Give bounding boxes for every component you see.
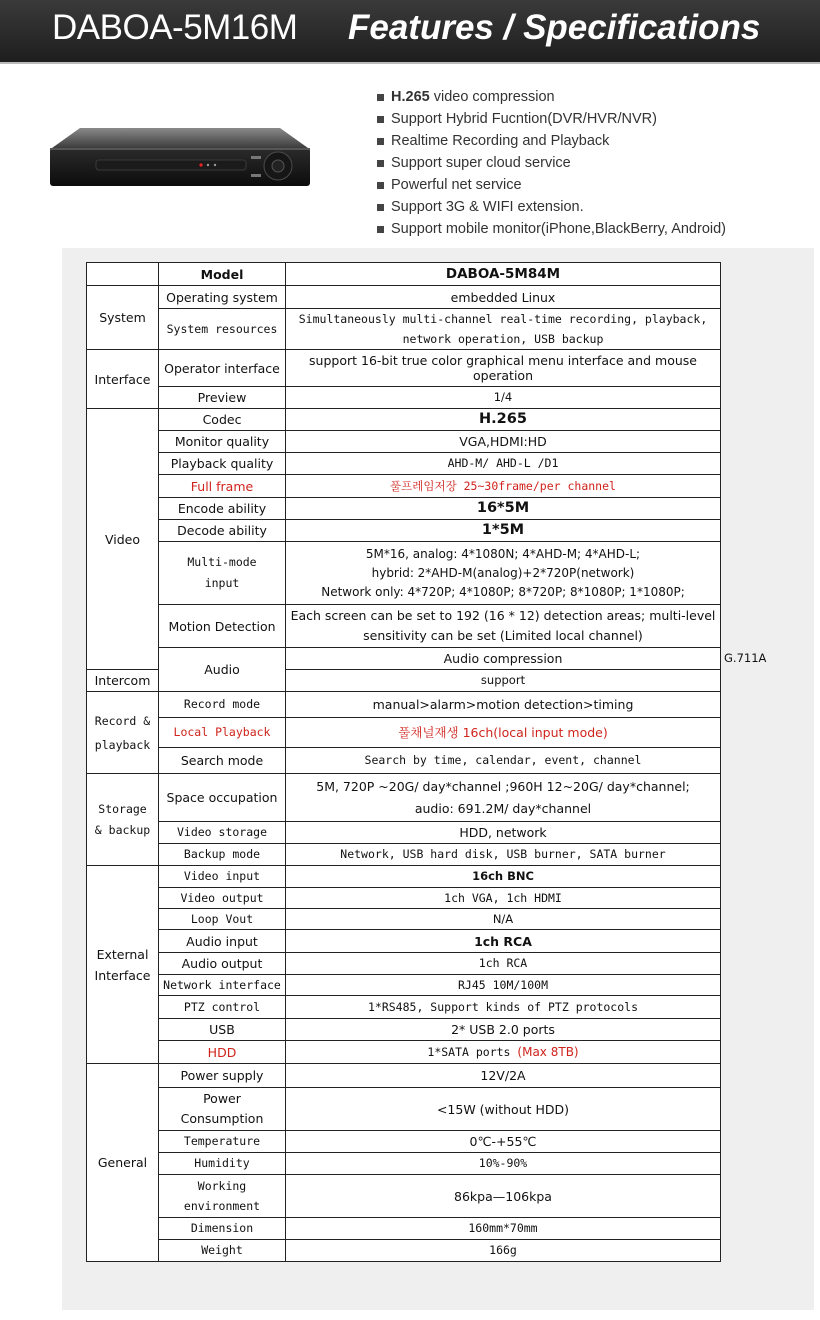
table-row — [87, 542, 721, 605]
row-label: Space occupation — [159, 774, 286, 822]
page-title: Features / Specifications — [348, 8, 761, 47]
feature-item: H.265 video compression — [376, 86, 726, 108]
table-row — [87, 930, 721, 953]
table-row — [87, 953, 721, 975]
table-row — [87, 1088, 721, 1131]
table-row — [87, 350, 721, 387]
row-value: HDD, network — [286, 822, 721, 844]
row-label: Decode ability — [159, 520, 286, 542]
row-value: 1*5M — [286, 520, 721, 542]
table-row — [87, 844, 721, 866]
bullet-icon — [377, 160, 384, 167]
bullet-icon — [377, 226, 384, 233]
row-value: 풀채널재생 16ch(local input mode) — [286, 718, 721, 748]
row-value: H.265 — [286, 409, 721, 431]
row-label: Audio compression — [286, 648, 721, 670]
row-value: AHD-M/ AHD-L /D1 — [286, 453, 721, 475]
page-header — [0, 0, 820, 64]
row-label: Video output — [159, 888, 286, 909]
bullet-icon — [377, 204, 384, 211]
feature-item: Support Hybrid Fucntion(DVR/HVR/NVR) — [376, 108, 726, 130]
row-label: Intercom — [87, 670, 159, 692]
row-label: Temperature — [159, 1131, 286, 1153]
category-storage-backup: Storage & backup — [87, 774, 159, 866]
table-row — [87, 718, 721, 748]
table-row — [87, 748, 721, 774]
model-label: Model — [159, 263, 286, 286]
row-value: 16ch BNC — [286, 866, 721, 888]
row-value: 16*5M — [286, 498, 721, 520]
row-value: Each screen can be set to 192 (16 * 12) detection areas; multi-level sensitivity can be set (Limited local channel) — [286, 605, 721, 648]
bullet-icon — [377, 138, 384, 145]
row-value: support — [286, 670, 721, 692]
model-name: DABOA-5M16M — [52, 8, 298, 47]
table-row — [87, 286, 721, 309]
row-label: Backup mode — [159, 844, 286, 866]
table-row — [87, 888, 721, 909]
row-label: Humidity — [159, 1153, 286, 1175]
row-value: <15W (without HDD) — [286, 1088, 721, 1131]
row-label: Monitor quality — [159, 431, 286, 453]
row-label: Loop Vout — [159, 909, 286, 930]
feature-item: Support super cloud service — [376, 152, 726, 174]
row-label: Audio output — [159, 953, 286, 975]
row-label: System resources — [159, 309, 286, 350]
row-label: Video input — [159, 866, 286, 888]
row-value: 1/4 — [286, 387, 721, 409]
table-row — [87, 1153, 721, 1175]
row-label: Local Playback — [159, 718, 286, 748]
table-row — [87, 309, 721, 350]
row-value: 1*RS485, Support kinds of PTZ protocols — [286, 996, 721, 1019]
row-value: 5M, 720P ~20G/ day*channel ;960H 12~20G/ day*channel; audio: 691.2M/ day*channel — [286, 774, 721, 822]
table-row — [87, 1131, 721, 1153]
row-value: 1*SATA ports (Max 8TB) — [286, 1041, 721, 1064]
table-row — [87, 822, 721, 844]
table-row — [87, 1019, 721, 1041]
row-label: Search mode — [159, 748, 286, 774]
row-label: PTZ control — [159, 996, 286, 1019]
row-value: 10%-90% — [286, 1153, 721, 1175]
row-value: 2* USB 2.0 ports — [286, 1019, 721, 1041]
row-label: Audio input — [159, 930, 286, 953]
row-label: Codec — [159, 409, 286, 431]
table-row — [87, 975, 721, 996]
row-label: Working environment — [159, 1175, 286, 1218]
table-row — [87, 1175, 721, 1218]
bullet-icon — [377, 182, 384, 189]
table-row — [87, 409, 721, 431]
row-label: Operator interface — [159, 350, 286, 387]
row-label: Record mode — [159, 692, 286, 718]
spec-table — [86, 262, 721, 1262]
row-value: Search by time, calendar, event, channel — [286, 748, 721, 774]
category-record-playback: Record & playback — [87, 692, 159, 774]
bullet-icon — [377, 94, 384, 101]
row-value: Simultaneously multi-channel real-time recording, playback, network operation, USB backup — [286, 309, 721, 350]
row-value: manual>alarm>motion detection>timing — [286, 692, 721, 718]
category-general: General — [87, 1064, 159, 1262]
feature-item: Powerful net service — [376, 174, 726, 196]
row-value: 12V/2A — [286, 1064, 721, 1088]
row-value: 166g — [286, 1240, 721, 1262]
feature-item: Realtime Recording and Playback — [376, 130, 726, 152]
category-audio: Audio — [159, 648, 286, 692]
category-external-interface: External Interface — [87, 866, 159, 1064]
table-row — [87, 1240, 721, 1262]
table-row — [87, 453, 721, 475]
table-row — [87, 774, 721, 822]
row-label: HDD — [159, 1041, 286, 1064]
row-label: Motion Detection — [159, 605, 286, 648]
table-row — [87, 498, 721, 520]
feature-list — [376, 86, 726, 240]
table-row — [87, 1041, 721, 1064]
table-row — [87, 475, 721, 498]
table-row — [87, 866, 721, 888]
row-value: 1ch RCA — [286, 953, 721, 975]
category-interface: Interface — [87, 350, 159, 409]
row-value: 1ch RCA — [286, 930, 721, 953]
row-label: Video storage — [159, 822, 286, 844]
row-value: embedded Linux — [286, 286, 721, 309]
table-row — [87, 605, 721, 648]
category-video: Video — [87, 409, 159, 670]
dvr-device-image — [48, 126, 310, 188]
category-system: System — [87, 286, 159, 350]
table-row — [87, 909, 721, 930]
row-value: 1ch VGA, 1ch HDMI — [286, 888, 721, 909]
row-label: Network interface — [159, 975, 286, 996]
row-label: Multi-mode input — [159, 542, 286, 605]
table-row — [87, 1064, 721, 1088]
table-header-row — [87, 263, 721, 286]
row-label: Full frame — [159, 475, 286, 498]
row-label: Preview — [159, 387, 286, 409]
row-value: RJ45 10M/100M — [286, 975, 721, 996]
row-label: Playback quality — [159, 453, 286, 475]
row-value: 0℃-+55℃ — [286, 1131, 721, 1153]
table-row — [87, 648, 721, 670]
row-label: Power supply — [159, 1064, 286, 1088]
table-row — [87, 431, 721, 453]
model-value: DABOA-5M84M — [286, 263, 721, 286]
table-row — [87, 996, 721, 1019]
row-value: N/A — [286, 909, 721, 930]
row-label: USB — [159, 1019, 286, 1041]
row-label: Dimension — [159, 1218, 286, 1240]
table-row — [87, 387, 721, 409]
row-label: Encode ability — [159, 498, 286, 520]
table-row — [87, 1218, 721, 1240]
feature-item: Support 3G & WIFI extension. — [376, 196, 726, 218]
row-value: support 16-bit true color graphical menu interface and mouse operation — [286, 350, 721, 387]
row-label: Operating system — [159, 286, 286, 309]
row-value: 86kpa—106kpa — [286, 1175, 721, 1218]
row-label: Weight — [159, 1240, 286, 1262]
table-row — [87, 520, 721, 542]
row-value: 풀프레임저장 25~30frame/per channel — [286, 475, 721, 498]
row-value: Network, USB hard disk, USB burner, SATA burner — [286, 844, 721, 866]
row-label: Power Consumption — [159, 1088, 286, 1131]
header-corner-cell — [87, 263, 159, 286]
feature-item: Support mobile monitor(iPhone,BlackBerry, Android) — [376, 218, 726, 240]
row-value: VGA,HDMI:HD — [286, 431, 721, 453]
table-row — [87, 692, 721, 718]
row-value: 160mm*70mm — [286, 1218, 721, 1240]
row-value: 5M*16, analog: 4*1080N; 4*AHD-M; 4*AHD-L; hybrid: 2*AHD-M(analog)+2*720P(network) Network only: 4*720P; 4*1080P; 8*720P; 8*1080P; 1*1080P; — [286, 542, 721, 605]
bullet-icon — [377, 116, 384, 123]
